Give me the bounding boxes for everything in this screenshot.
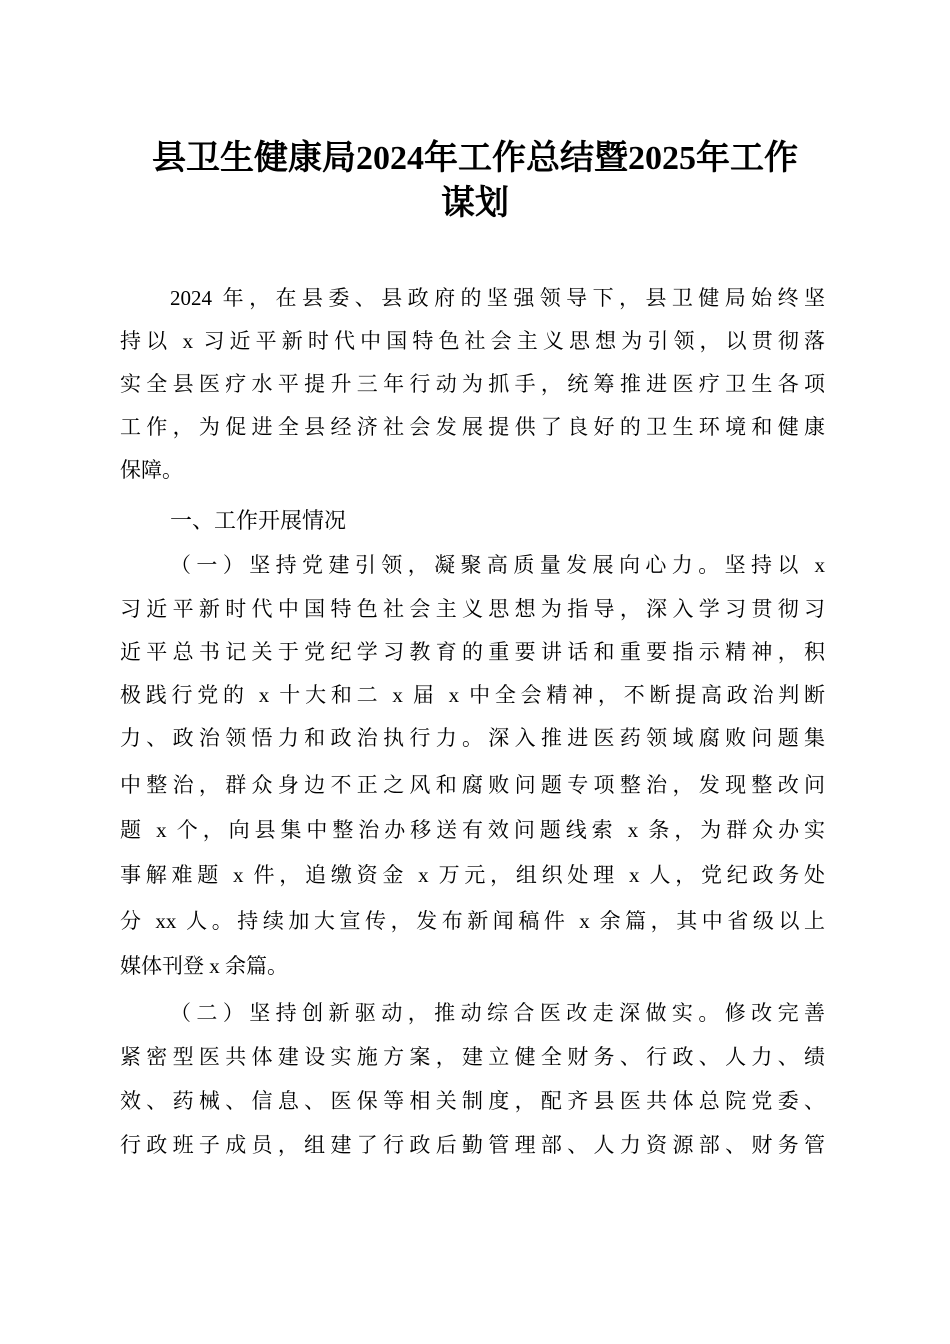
text-line: 效、药械、信息、医保等相关制度，配齐县医共体总院党委、 xyxy=(120,1089,825,1113)
title-line-1: 县卫生健康局2024年工作总结暨2025年工作 xyxy=(152,140,798,177)
text-line: 力、政治领悟力和政治执行力。深入推进医药领域腐败问题集 xyxy=(120,726,825,750)
text-line: （二）坚持创新驱动，推动综合医改走深做实。修改完善 xyxy=(170,1001,825,1025)
section-heading: 一、工作开展情况 xyxy=(170,508,347,533)
text-line: （一）坚持党建引领，凝聚高质量发展向心力。坚持以 x xyxy=(170,553,825,577)
text-line: 近平总书记关于党纪学习教育的重要讲话和重要指示精神，积 xyxy=(120,640,825,664)
text-line: 中整治，群众身边不正之风和腐败问题专项整治，发现整改问 xyxy=(120,773,825,797)
text-line: 题 x 个，向县集中整治办移送有效问题线索 x 条，为群众办实 xyxy=(120,818,825,842)
title-line-2: 谋划 xyxy=(441,185,509,222)
text-line: 极践行党的 x 十大和二 x 届 x 中全会精神，不断提高政治判断 xyxy=(120,683,825,707)
text-line: 工作，为促进全县经济社会发展提供了良好的卫生环境和健康 xyxy=(120,415,825,439)
text-line: 媒体刊登 x 余篇。 xyxy=(120,954,288,978)
text-line: 事解难题 x 件，追缴资金 x 万元，组织处理 x 人，党纪政务处 xyxy=(120,863,825,887)
text-line: 保障。 xyxy=(120,458,183,482)
text-line: 行政班子成员，组建了行政后勤管理部、人力资源部、财务管 xyxy=(120,1133,825,1157)
text-line: 实全县医疗水平提升三年行动为抓手，统筹推进医疗卫生各项 xyxy=(120,372,825,396)
text-line: 分 xx 人。持续加大宣传，发布新闻稿件 x 余篇，其中省级以上 xyxy=(120,909,825,933)
text-line: 紧密型医共体建设实施方案，建立健全财务、行政、人力、绩 xyxy=(120,1045,825,1069)
text-line: 2024 年，在县委、县政府的坚强领导下，县卫健局始终坚 xyxy=(170,286,825,310)
text-line: 持以 x 习近平新时代中国特色社会主义思想为引领，以贯彻落 xyxy=(120,329,825,353)
text-line: 习近平新时代中国特色社会主义思想为指导，深入学习贯彻习 xyxy=(120,597,825,621)
